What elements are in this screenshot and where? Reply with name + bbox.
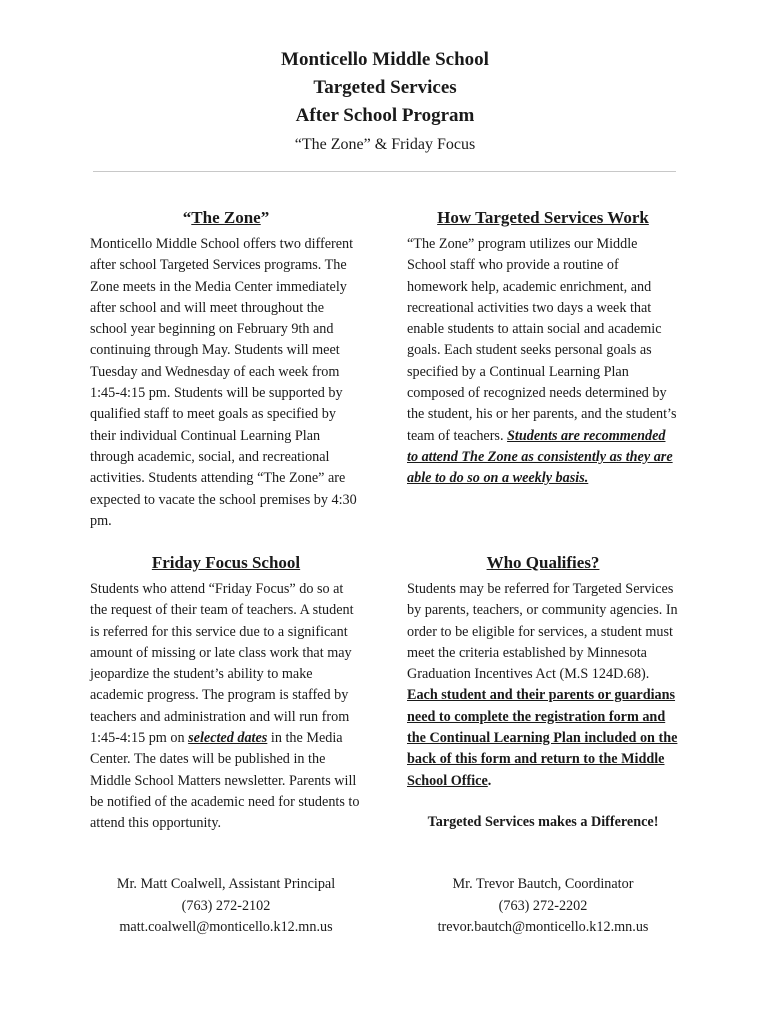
contact-assistant-principal [76, 874, 376, 939]
who-qualifies-body: Students may be referred for Targeted Services by parents, teachers, or community agencies. In order to be eligible for services, a student must meet the criteria established by Minnesota Graduation Incentives Act (M.S 124D.68). Each student and their parents or guardians need to complete the registration form and the Continual Learning Plan included on the back of this form and return to the Middle School Office. [407, 581, 678, 789]
contact-email: matt.coalwell@monticello.k12.mn.us [119, 919, 333, 935]
contact-name: Mr. Matt Coalwell, Assistant Principal [116, 876, 336, 892]
the-zone-body: Monticello Middle School offers two different after school Targeted Services programs. The Zone meets in the Media Center immediately after school and will meet throughout the school year beginning on February 9th and continuing through May. Students will meet Tuesday and Wednesday of each week from 1:45-4:15 pm. Students will be supported by qualified staff to meet goals as specified by their individual Continual Learning Plan through academic, social, and recreational activities. Students attending “The Zone” are expected to vacate the school premises by 4:30 pm. [90, 236, 357, 529]
program-subtitle: “The Zone” & Friday Focus [294, 136, 476, 153]
the-zone-heading-text: The Zone [191, 208, 261, 227]
who-qualifies-heading: Who Qualifies? [486, 553, 600, 572]
how-it-works-body: “The Zone” program utilizes our Middle School staff who provide a routine of homework help, academic enrichment, and recreational activities two days a week that enable students to attain social and academic goals. Each student seeks personal goals as specified by a Continual Learning Plan composed of recognized needs determined by the student, his or her parents, and the student’s team of teachers. Students are recommended to attend The Zone as consistently as they are able to do so on a weekly basis. [407, 236, 677, 487]
contact-name: Mr. Trevor Bautch, Coordinator [452, 876, 634, 892]
section-who-qualifies [407, 551, 679, 831]
who-qualifies-emphasis: Each student and their parents or guardians need to complete the registration form and the Continual Learning Plan included on the back of this form and return to the Middle School Office [407, 687, 678, 789]
how-it-works-emphasis: Students are recommended to attend The Zone as consistently as they are able to do so on a weekly basis. [407, 427, 673, 487]
contact-phone: (763) 272-2102 [181, 897, 271, 914]
contact-phone: (763) 272-2202 [498, 897, 588, 914]
contact-coordinator [393, 874, 693, 939]
how-it-works-heading: How Targeted Services Work [437, 208, 649, 227]
section-the-zone [90, 206, 362, 532]
program-title: After School Program [295, 105, 475, 126]
header-divider [93, 171, 676, 172]
section-friday-focus [90, 551, 362, 835]
friday-focus-body: Students who attend “Friday Focus” do so at the request of their team of teachers. A student is referred for this service due to a significant amount of missing or late class work that may jeopardize the student’s ability to make academic progress. The program is staffed by teachers and administration and will run from 1:45-4:15 pm on selected dates in the Media Center. The dates will be published in the Middle School Matters newsletter. Parents will be notified of the academic need for students to attend this opportunity. [90, 581, 360, 832]
contact-email: trevor.bautch@monticello.k12.mn.us [437, 919, 649, 935]
section-how-it-works [407, 206, 679, 490]
friday-focus-heading: Friday Focus School [151, 553, 301, 572]
the-zone-heading: “The Zone” [182, 208, 270, 227]
services-title: Targeted Services [313, 77, 457, 98]
school-name: Monticello Middle School [281, 49, 489, 70]
document-header [0, 46, 770, 158]
callout-difference: Targeted Services makes a Difference! [427, 813, 659, 830]
friday-focus-emphasis: selected dates [188, 730, 268, 747]
